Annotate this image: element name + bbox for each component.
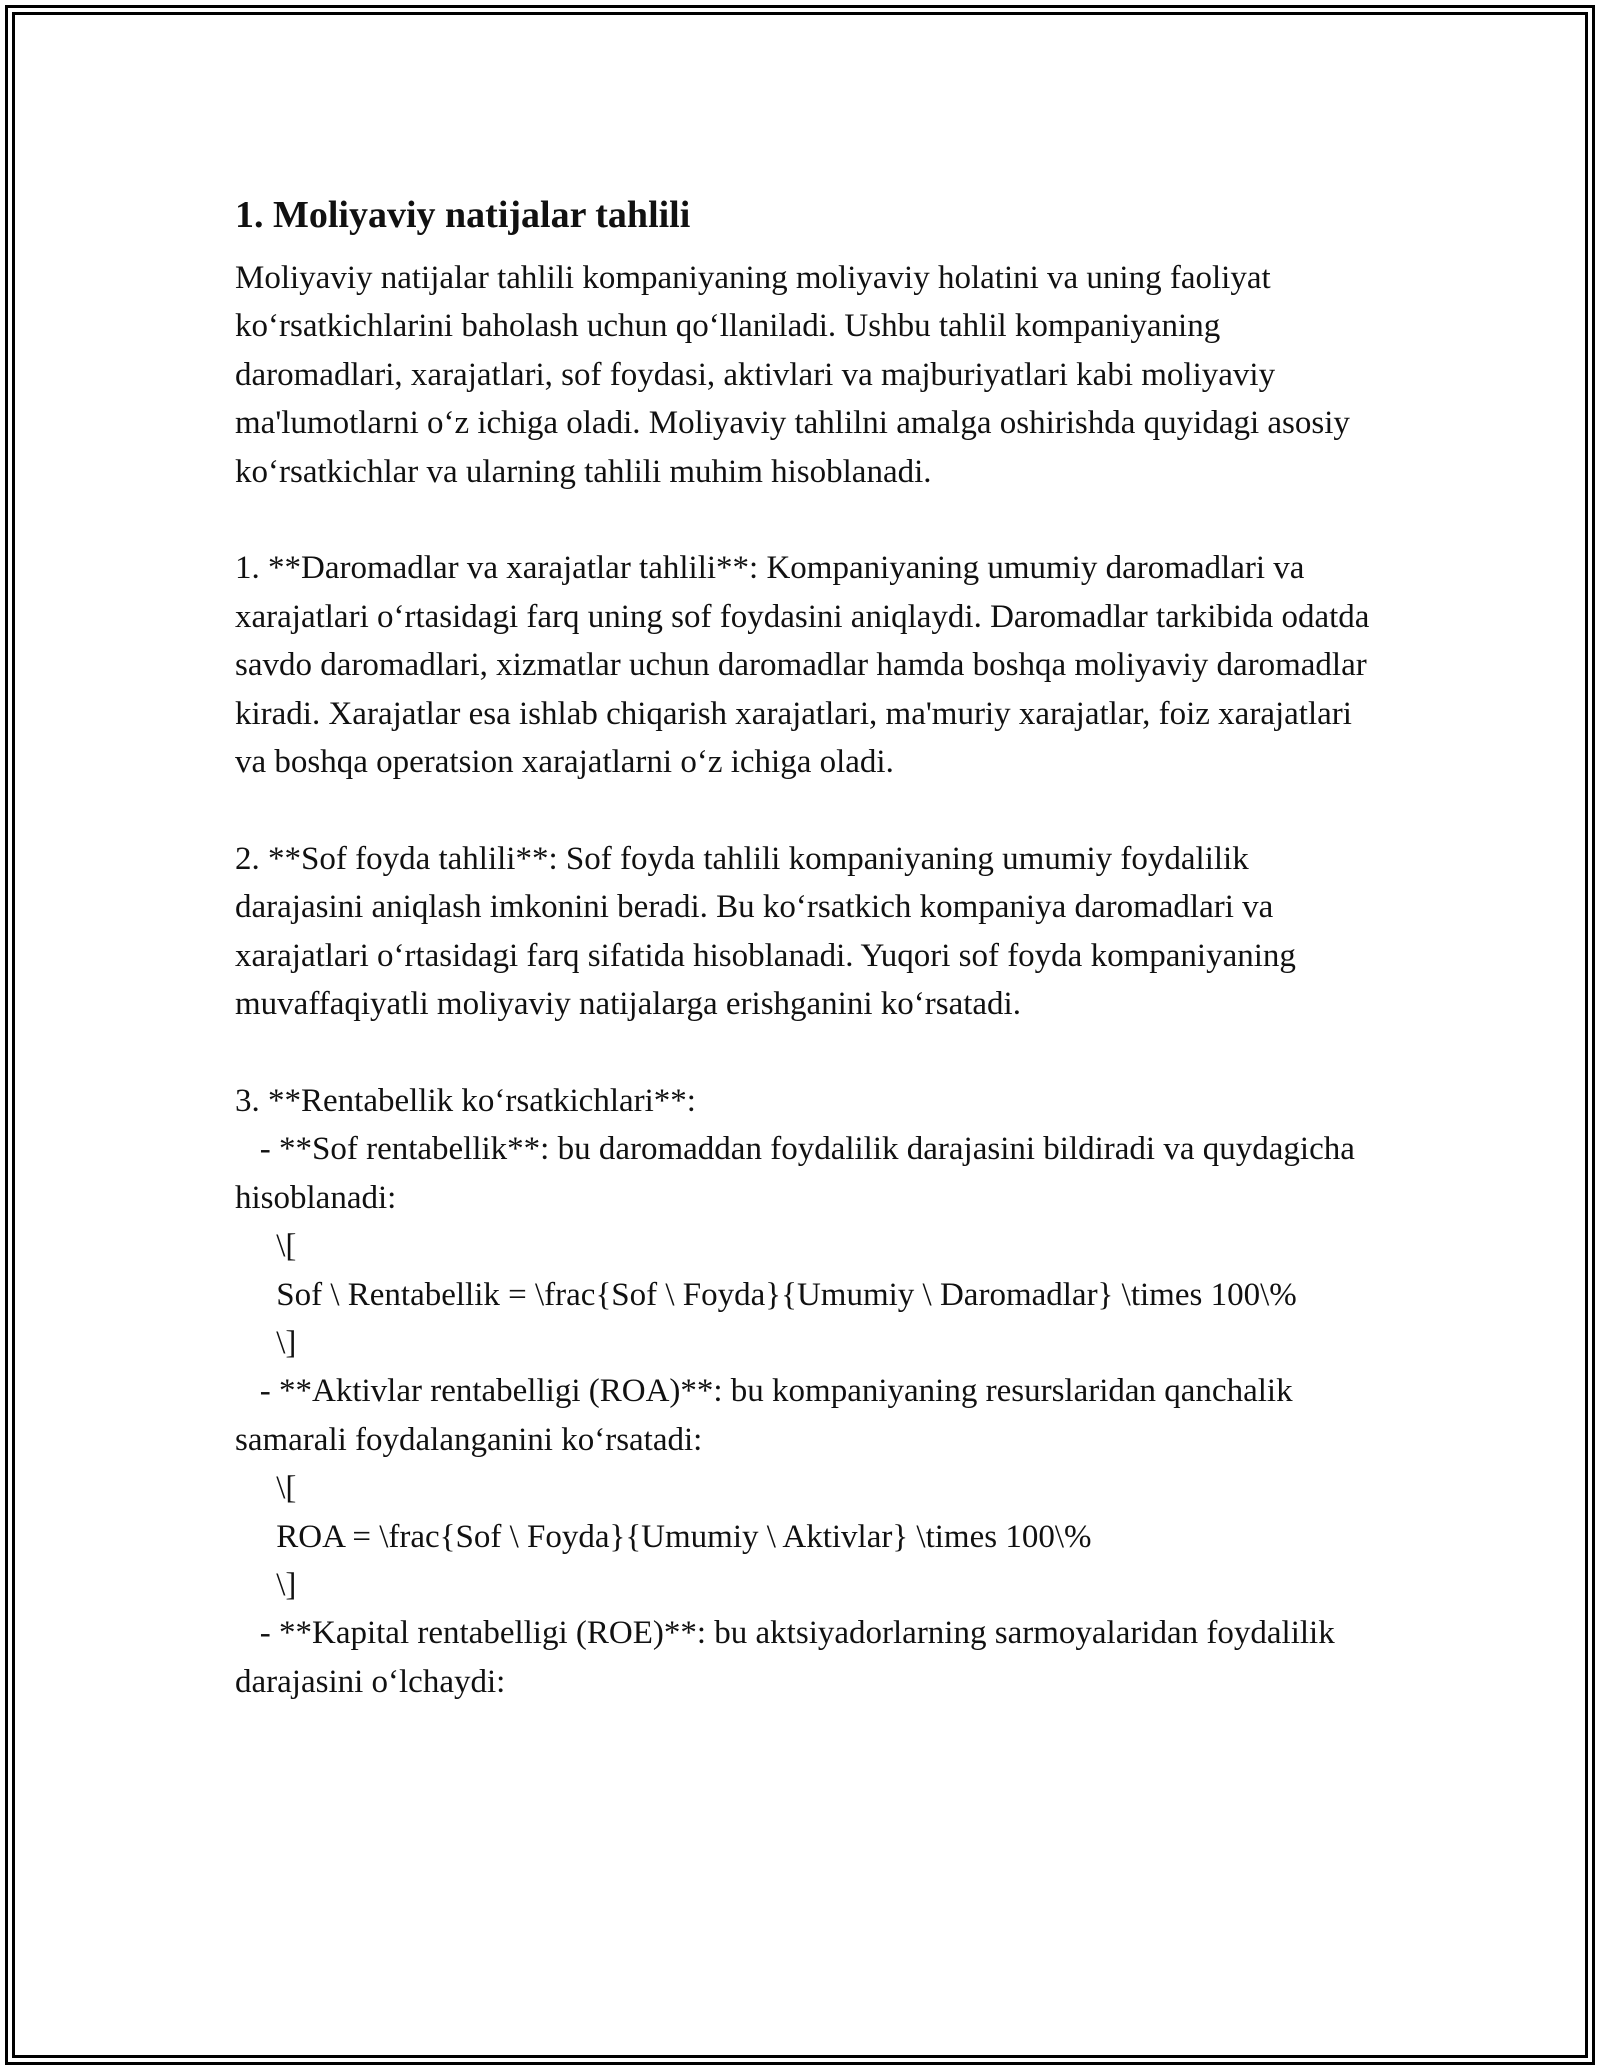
intro-paragraph: Moliyaviy natijalar tahlili kompaniyaning moliyaviy holatini va uning faoliyat ko‘rsatkichlarini baholash uchun qo‘llaniladi. Ushbu tahlil kompaniyaning daromadlari, xarajatlari, sof foydasi, aktivlari va majburiyatlari kabi moliyaviy ma'lumotlarni o‘z ichiga oladi. Moliyaviy tahlilni amalga oshirishda quyidagi asosiy ko‘rsatkichlar va ularning tahlili muhim hisoblanadi.: [235, 260, 1359, 490]
body-text: 1. **Daromadlar va xarajatlar tahlili**: Kompaniyaning umumiy daromadlari va xarajatlari o‘rtasidagi farq uning sof foydasini aniqlaydi. Daromadlar tarkibida odatda savdo daromadlari, xizmatlar uchun daromadlar hamda boshqa moliyaviy daromadlar kiradi. Xarajatlar esa ishlab chiqarish xarajatlari, ma'muriy xarajatlar, foiz xarajatlari va boshqa operatsion xarajatlarni o‘z ichiga oladi. 2. **Sof foyda tahlili**: Sof foyda tahlili kompaniyaning umumiy foydalilik darajasini aniqlash imkonini beradi. Bu ko‘rsatkich kompaniya daromadlari va xarajatlari o‘rtasidagi farq sifatida hisoblanadi. Yuqori sof foyda kompaniyaning muvaffaqiyatli moliyaviy natijalarga erishganini ko‘rsatadi. 3. **Rentabellik ko‘rsatkichlari**: - **Sof rentabellik**: bu daromaddan foydalilik darajasini bildiradi va quydagicha hisoblanadi: \[ Sof \ Rentabellik = \frac{Sof \ Foyda}{Umumiy \ Daromadlar} \times 100\% \] - **Aktivlar rentabelligi (ROA)**: bu kompaniyaning resurslaridan qanchalik samarali foydalanganini ko‘rsatadi: \[ ROA = \frac{Sof \ Foyda}{Umumiy \ Aktivlar} \times 100\% \] - **Kapital rentabelligi (ROE)**: bu aktsiyadorlarning sarmoyalaridan foydalilik darajasini o‘lchaydi:: [235, 550, 1370, 1700]
document-body: [235, 185, 1385, 1706]
section-title: 1. Moliyaviy natijalar tahlili: [235, 194, 691, 236]
